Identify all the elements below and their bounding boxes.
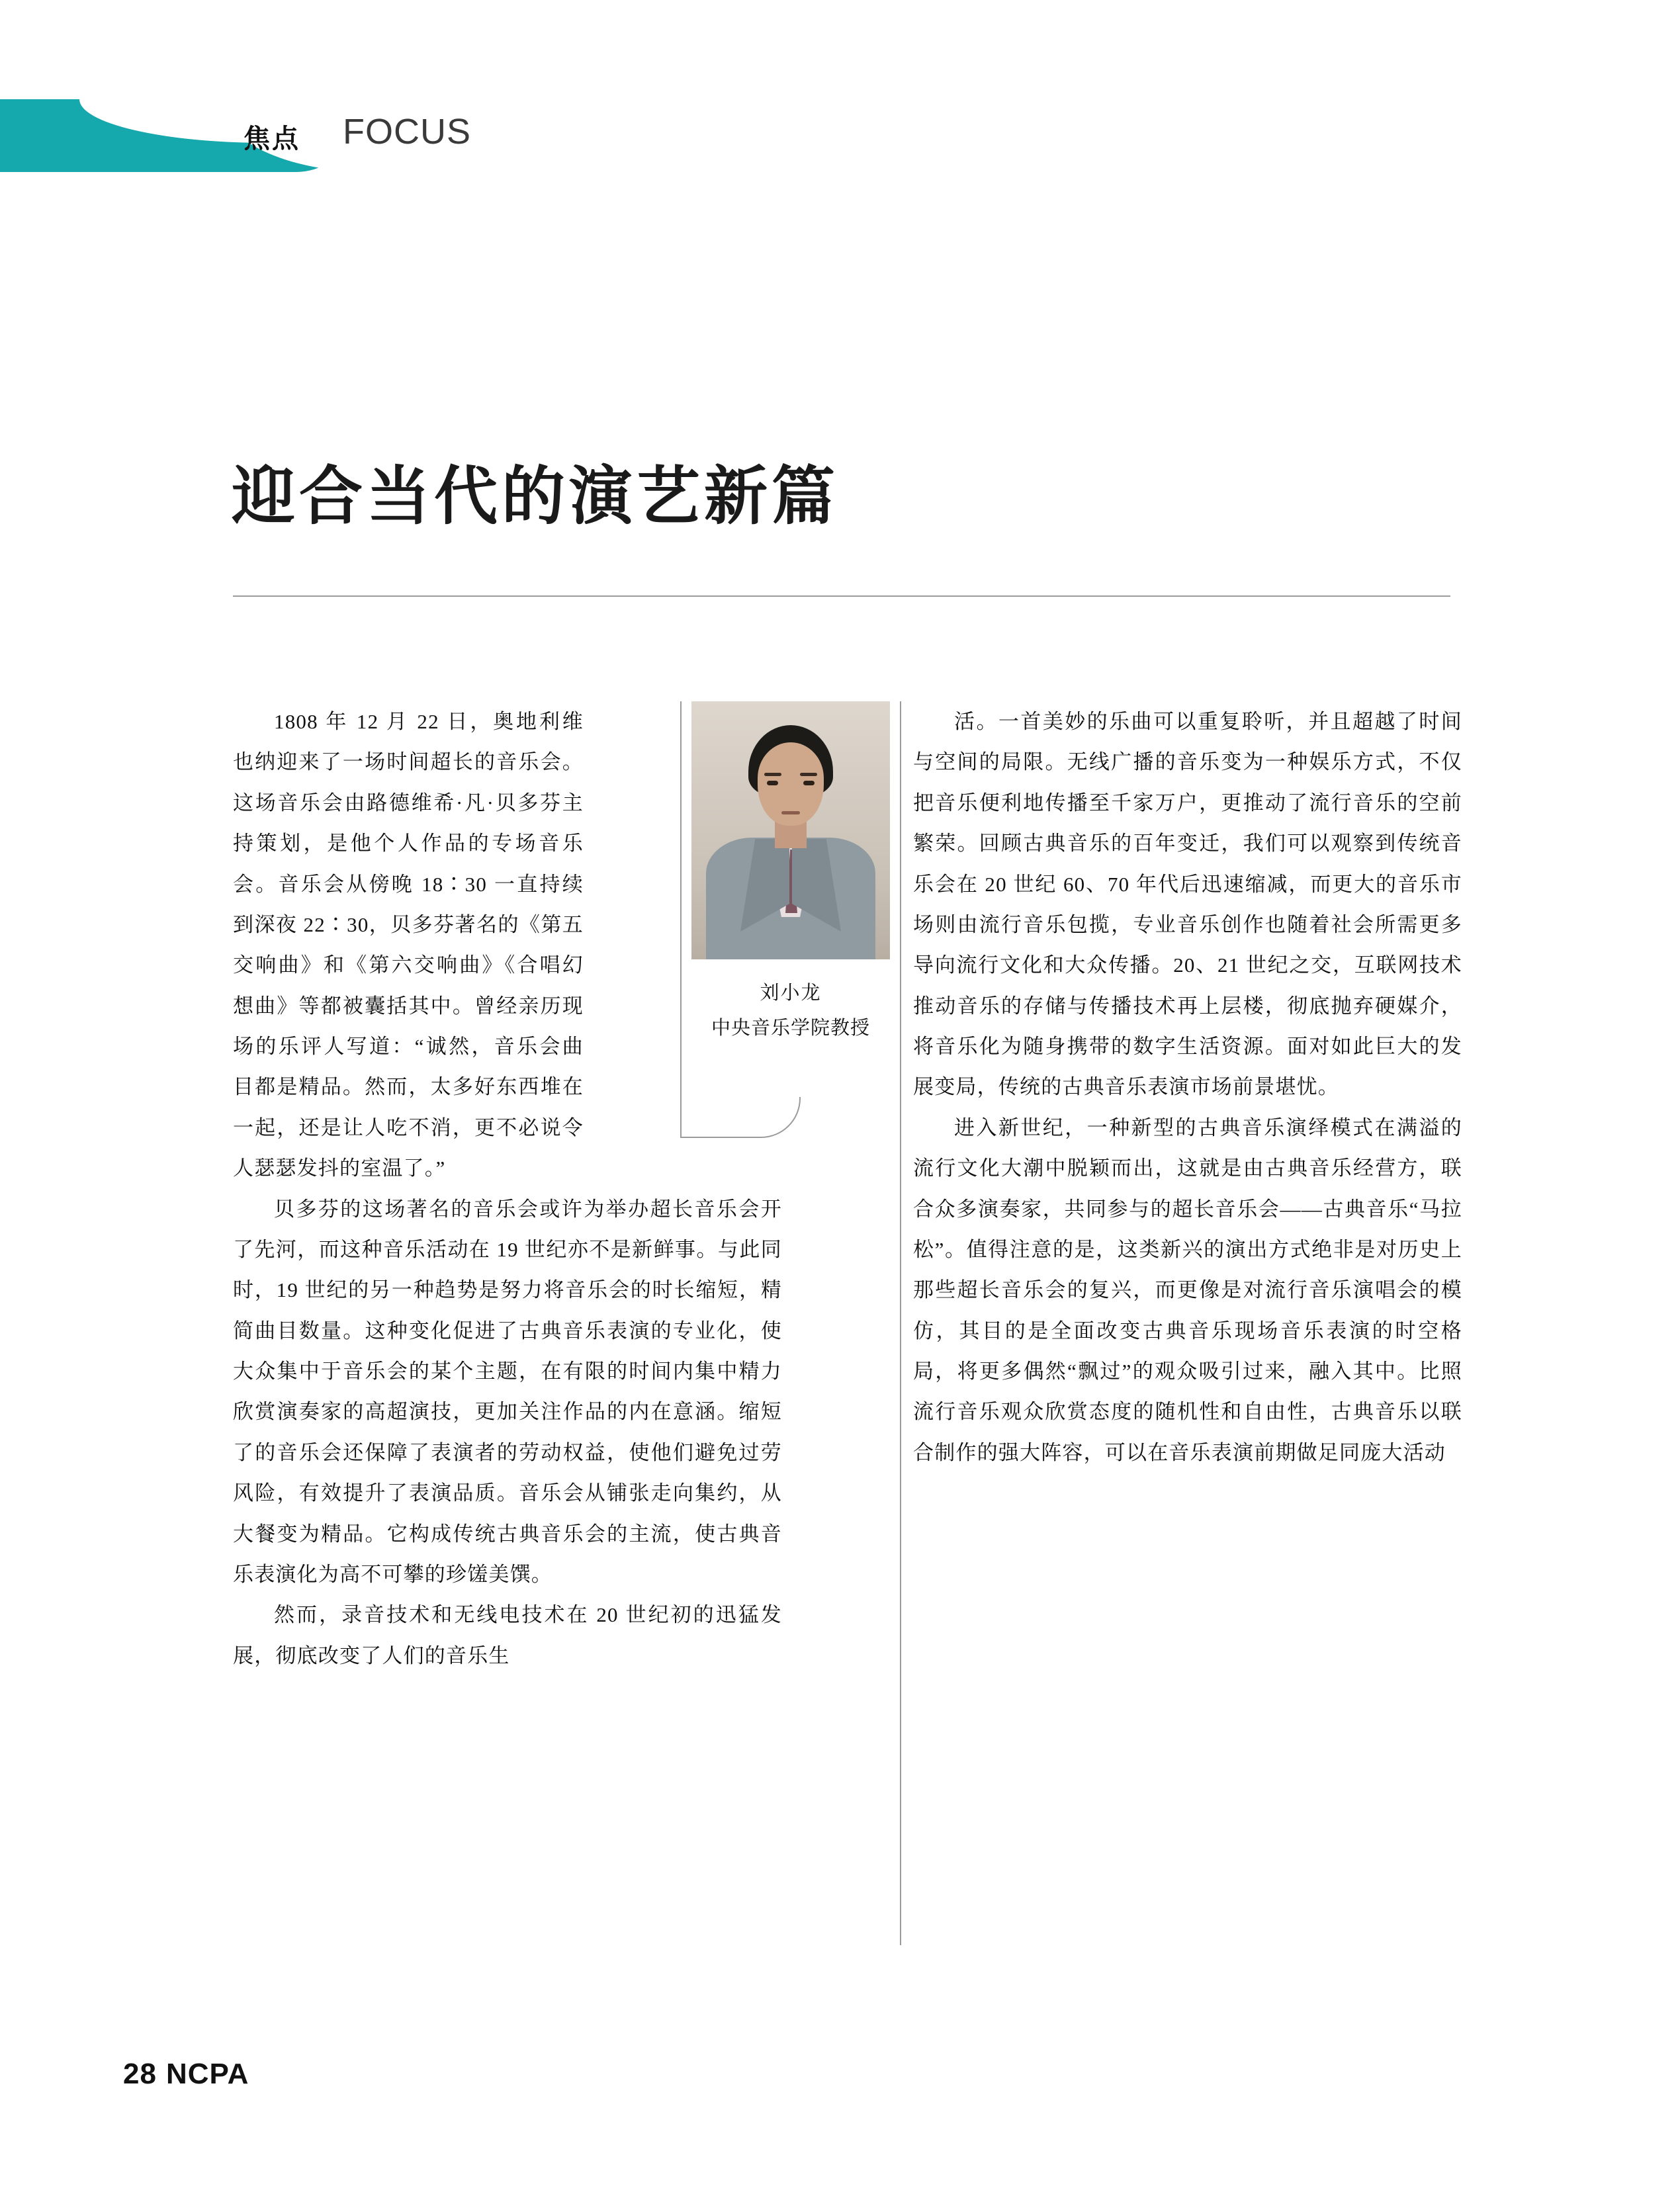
section-header-band xyxy=(0,99,397,172)
article-right-column xyxy=(913,701,1462,1473)
portrait-photo xyxy=(691,701,890,959)
portrait-rule-curve xyxy=(680,1097,801,1138)
portrait-brow-right xyxy=(800,773,817,776)
portrait-eye-right xyxy=(803,781,815,785)
portrait-rule-right xyxy=(900,701,901,1138)
author-name: 刘小龙 xyxy=(760,983,822,1004)
paragraph: 活。一首美妙的乐曲可以重复聆听，并且超越了时间与空间的局限。无线广播的音乐变为一种娱乐方式，不仅把音乐便利地传播至千家万户，更推动了流行音乐的空前繁荣。回顾古典音乐的百年变迁，我们可以观察到传统音乐会在 20 世纪 60、70 年代后迅速缩减，而更大的音乐市场则由流行音乐包揽，专业音乐创作也随着社会所需更多导向流行文化和大众传播。20、21 世纪之交，互联网技术推动音乐的存储与传播技术再上层楼，彻底抛弃硬媒介，将音乐化为随身携带的数字生活资源。面对如此巨大的发展变局，传统的古典音乐表演市场前景堪忧。 xyxy=(913,710,1462,1099)
paragraph: 贝多芬的这场著名的音乐会或许为举办超长音乐会开了先河，而这种音乐活动在 19 世纪亦不是新鲜事。与此同时，19 世纪的另一种趋势是努力将音乐会的时长缩短，精简曲目数量。这种变化促进了古典音乐表演的专业化，使大众集中于音乐会的某个主题，在有限的时间内集中精力欣赏演奏家的高超演技，更加关注作品的内在意涵。缩短了的音乐会还保障了表演者的劳动权益，使他们避免过劳风险，有效提升了表演品质。音乐会从铺张走向集约，从大餐变为精品。它构成传统古典音乐会的主流，使古典音乐表演化为高不可攀的珍馐美馔。 xyxy=(233,1197,782,1586)
publication-brand: NCPA xyxy=(165,2058,249,2090)
section-label-cn: 焦点 xyxy=(243,124,300,154)
paragraph: 然而，录音技术和无线电技术在 20 世纪初的迅猛发展，彻底改变了人们的音乐生 xyxy=(233,1603,782,1667)
author-role: 中央音乐学院教授 xyxy=(711,1018,870,1039)
paragraph: 进入新世纪，一种新型的古典音乐演绎模式在满溢的流行文化大潮中脱颖而出，这就是由古典音乐经营方，联合众多演奏家，共同参与的超长音乐会——古典音乐“马拉松”。值得注意的是，这类新兴的演出方式绝非是对历史上那些超长音乐会的复兴，而更像是对流行音乐演唱会的模仿，其目的是全面改变古典音乐现场音乐表演的时空格局，将更多偶然“飘过”的观众吸引过来，融入其中。比照流行音乐观众欣赏态度的随机性和自由性，古典音乐以联合制作的强大阵容，可以在音乐表演前期做足同庞大活动 xyxy=(913,1116,1462,1464)
portrait-brow-left xyxy=(764,773,781,776)
column-rule-right xyxy=(900,1138,901,1945)
portrait-eye-left xyxy=(767,781,778,785)
section-label-en: FOCUS xyxy=(343,112,471,152)
title-divider xyxy=(233,595,1450,597)
page-number: 28 xyxy=(123,2058,157,2090)
author-portrait-block xyxy=(682,701,900,1040)
page-title: 迎合当代的演艺新篇 xyxy=(232,459,839,534)
portrait-mouth xyxy=(781,811,800,814)
page-footer xyxy=(123,2058,249,2091)
paragraph: 1808 年 12 月 22 日，奥地利维也纳迎来了一场时间超长的音乐会。这场音乐会由路德维希·凡·贝多芬主持策划，是他个人作品的专场音乐会。音乐会从傍晚 18∶30 一直持续到深夜 22∶30，贝多芬著名的《第五交响曲》和《第六交响曲》《合唱幻想曲》等都被囊括其中。曾经亲历现场的乐评人写道：“诚然，音乐会曲目都是精品。然而，太多好东西堆在一起，还是让人吃不消，更不必说令人瑟瑟发抖的室温了。” xyxy=(233,710,584,1180)
